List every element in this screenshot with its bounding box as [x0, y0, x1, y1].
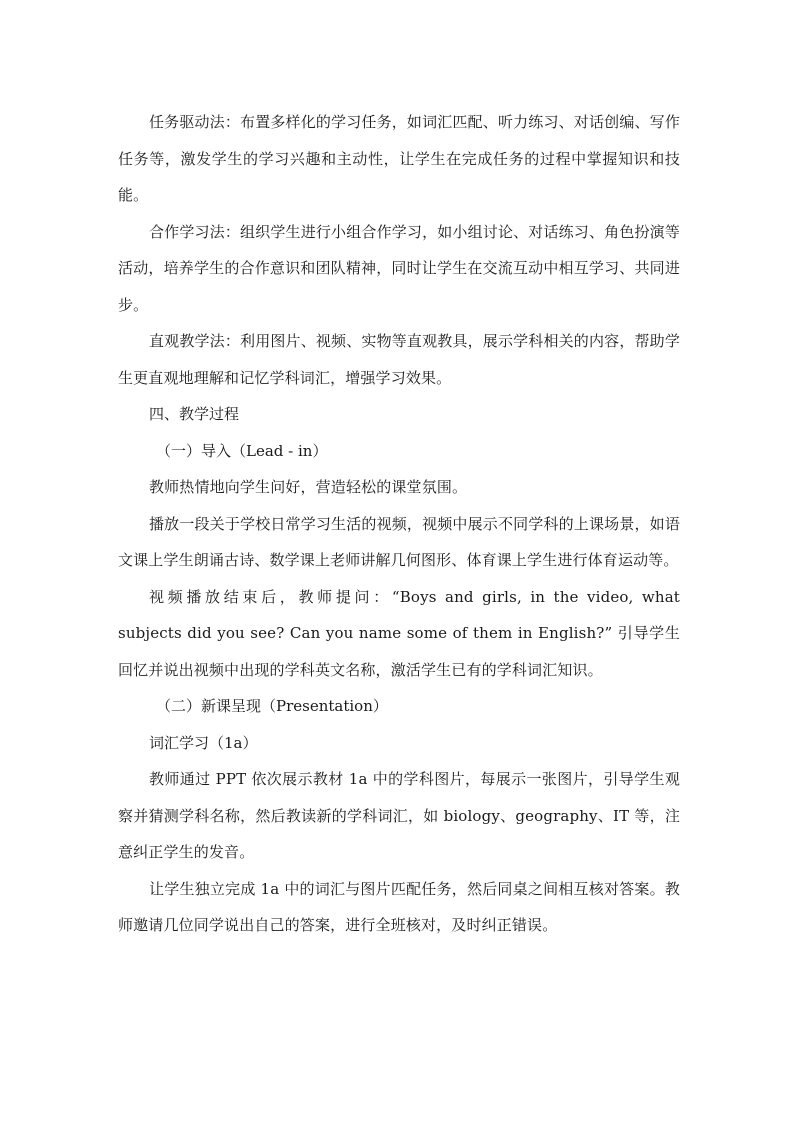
paragraph-ppt-vocab: 教师通过 PPT 依次展示教材 1a 中的学科图片，每展示一张图片，引导学生观察并猜测学科名称，然后教读新的学科词汇，如 biology、geography、IT 等，注意纠正学生的发音。 [118, 770, 680, 861]
section-heading-teaching-process: 四、教学过程 [149, 405, 240, 423]
paragraph-task-driven: 任务驱动法：布置多样化的学习任务，如词汇匹配、听力练习、对话创编、写作任务等，激发学生的学习兴趣和主动性，让学生在完成任务的过程中掌握知识和技能。 [118, 113, 680, 204]
subheading-lead-in: （一）导入（Lead - in） [156, 441, 328, 460]
paragraph-question: 视频播放结束后，教师提问：“Boys and girls, in the video, what subjects did you see? Can you name some of them in English?” 引导学生回忆并说出视频中出现的学科英文名称，激活学生已有的学科词汇知识。 [118, 587, 680, 679]
document-body [118, 104, 680, 944]
paragraph-visual-teaching: 直观教学法：利用图片、视频、实物等直观教具，展示学科相关的内容，帮助学生更直观地理解和记忆学科词汇，增强学习效果。 [118, 332, 680, 387]
paragraph-video: 播放一段关于学校日常学习生活的视频，视频中展示不同学科的上课场景，如语文课上学生朗诵古诗、数学课上老师讲解几何图形、体育课上学生进行体育运动等。 [118, 514, 680, 569]
subheading-vocab: 词汇学习（1a） [149, 733, 258, 752]
paragraph-greeting: 教师热情地向学生问好，营造轻松的课堂氛围。 [149, 478, 468, 496]
paragraph-matching-task: 让学生独立完成 1a 中的词汇与图片匹配任务，然后同桌之间相互核对答案。教师邀请几位同学说出自己的答案，进行全班核对，及时纠正错误。 [118, 879, 680, 934]
paragraph-cooperative: 合作学习法：组织学生进行小组合作学习，如小组讨论、对话练习、角色扮演等活动，培养学生的合作意识和团队精神，同时让学生在交流互动中相互学习、共同进步。 [118, 222, 680, 314]
subheading-presentation: （二）新课呈现（Presentation） [156, 697, 388, 715]
